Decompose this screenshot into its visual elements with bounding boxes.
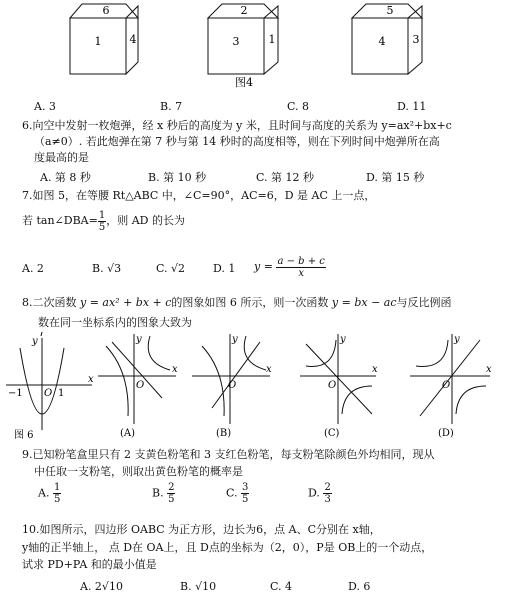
graph-a-x: x [172, 364, 178, 375]
fig6-axis-y: y [32, 336, 38, 347]
q5-option-a[interactable]: A. 3 [34, 100, 56, 113]
graph-c [300, 334, 376, 424]
q6-option-d[interactable]: D. 第 15 秒 [366, 171, 425, 184]
cube-figures [0, 0, 510, 90]
graph-d [410, 334, 490, 424]
q7-expr-fraction [276, 256, 325, 279]
q6-option-a[interactable]: A. 第 8 秒 [40, 171, 91, 184]
q6-line-1: 6.向空中发射一枚炮弹，经 x 秒后的高度为 y 米，且时间与高度的关系为 y=ax²+bx+c [22, 119, 452, 132]
q10-option-b[interactable]: B. √10 [180, 580, 217, 593]
graph-c-label: (C) [324, 428, 340, 439]
graph-d-origin: O [442, 380, 451, 391]
q9-c-den: 5 [242, 494, 249, 505]
q10-option-a[interactable]: A. 2√10 [80, 580, 123, 593]
q7-expr-den: x [298, 267, 304, 279]
q7-option-b[interactable]: B. √3 [92, 262, 122, 275]
cube-2-top: 2 [240, 4, 248, 17]
graph-a-origin: O [136, 380, 145, 391]
q9-option-a-label: A. [38, 486, 50, 500]
q10-line-3: 试求 PD+PA 和的最小值是 [22, 558, 157, 571]
q10-option-c[interactable]: C. 4 [270, 580, 293, 593]
q6-line-2: （a≠0）. 若此炮弹在第 7 秒与第 14 秒时的高度相等，则在下列时间中炮弹所在高 [34, 135, 440, 148]
q8-graph-svg [0, 330, 510, 442]
q7-line-1: 7.如图 5，在等腰 Rt△ABC 中，∠C=90°，AC=6，D 是 AC 上一点， [22, 189, 376, 202]
fig6-parabola-graph [6, 332, 92, 430]
graph-c-x: x [372, 364, 378, 375]
q9-option-b-label: B. [152, 486, 164, 500]
graph-b [192, 334, 270, 424]
q9-c-num: 3 [242, 482, 249, 493]
cube-1-top: 6 [102, 4, 110, 17]
q9-a-num: 1 [53, 482, 61, 493]
q9-option-c[interactable] [226, 482, 249, 505]
graph-b-x: x [266, 364, 272, 375]
fig6-one: 1 [58, 388, 65, 399]
cube-3-side: 3 [412, 33, 420, 46]
graph-a-label: (A) [120, 428, 136, 439]
q8-eq-linear: y = bx − ac [331, 296, 397, 309]
q8-line-2: 数在同一坐标系内的图象大致为 [38, 316, 192, 329]
q8-eq-quadratic: y = ax² + bx + c [80, 296, 172, 309]
q7-option-d[interactable]: D. 1 [213, 262, 236, 275]
q7-frac-num: 1 [98, 209, 106, 221]
graph-d-y: y [454, 334, 460, 345]
q10-line-1: 10.如图所示，四边形 OABC 为正方形，边长为6，点 A、C分别在 x轴， [22, 523, 381, 536]
q7-line-2-pre: 若 tan∠DBA= [22, 214, 98, 227]
q8-graphs [0, 330, 510, 442]
q9-line-2: 中任取一支粉笔，则取出黄色粉笔的概率是 [34, 465, 243, 478]
q7-option-a[interactable]: A. 2 [22, 262, 44, 275]
q9-line-1: 9.已知粉笔盒里只有 2 支黄色粉笔和 3 支红色粉笔，每支粉笔除颜色外均相同，现从 [22, 448, 435, 461]
figure-4 [0, 0, 510, 90]
fig6-caption: 图 6 [14, 430, 34, 441]
graph-b-y: y [232, 334, 238, 345]
q8-line-1-a: 8.二次函数 [22, 296, 77, 309]
q6-line-3: 度最高的是 [34, 151, 89, 164]
q10-line-2: y轴的正半轴上， 点 D在 OA上，且 D点的坐标为（2，0），P是 OB上的一个动点， [22, 541, 433, 554]
q6-option-c[interactable]: C. 第 12 秒 [256, 171, 315, 184]
cube-1-side: 4 [129, 33, 137, 46]
fig6-origin: O [44, 388, 53, 399]
q9-option-a[interactable] [38, 482, 61, 505]
fig6-neg-one: −1 [8, 388, 23, 399]
cube-1-front: 1 [94, 35, 102, 48]
q8-line-1-b: 的图象如图 6 所示，则一次函数 [171, 296, 329, 309]
q7-option-c[interactable]: C. √2 [156, 262, 186, 275]
cube-2-side: 1 [268, 33, 276, 46]
q7-line-2 [22, 209, 185, 233]
q9-b-den: 5 [168, 494, 175, 505]
q9-option-a-frac [53, 482, 61, 505]
q8-line-1 [22, 296, 452, 310]
q9-option-b-frac [167, 482, 175, 505]
q9-option-d-frac [323, 482, 331, 505]
q5-option-c[interactable]: C. 8 [287, 100, 310, 113]
q5-option-d[interactable]: D. 11 [397, 100, 427, 113]
graph-c-y: y [340, 334, 346, 345]
figure-4-caption: 图4 [235, 76, 253, 89]
graph-c-origin: O [328, 380, 337, 391]
graph-d-label: (D) [438, 428, 454, 439]
cube-3-front: 4 [378, 35, 386, 48]
q9-d-num: 2 [324, 482, 331, 493]
graph-d-x: x [486, 364, 492, 375]
graph-b-origin: O [228, 380, 237, 391]
q10-option-d[interactable]: D. 6 [348, 580, 371, 593]
q7-fraction [98, 210, 106, 233]
q7-expression [254, 252, 326, 282]
q9-option-d-label: D. [308, 486, 320, 500]
q7-line-2-post: ，则 AD 的长为 [106, 214, 185, 227]
graph-b-label: (B) [216, 428, 232, 439]
q7-expr-num: a − b + c [277, 255, 325, 267]
q9-option-c-frac [241, 482, 249, 505]
cube-3-top: 5 [386, 4, 394, 17]
q8-line-1-c: 与反比例函 [396, 296, 452, 309]
graph-a-y: y [136, 334, 142, 345]
q9-d-den: 3 [324, 494, 331, 505]
q6-option-b[interactable]: B. 第 10 秒 [148, 171, 207, 184]
q9-a-den: 5 [53, 494, 61, 505]
q9-b-num: 2 [168, 482, 175, 493]
q7-expr-lhs: y = [254, 260, 273, 273]
fig6-axis-x: x [88, 374, 94, 385]
q9-option-b[interactable] [152, 482, 175, 505]
q9-option-c-label: C. [226, 486, 238, 500]
q7-frac-den: 5 [98, 221, 106, 233]
graph-a [98, 334, 176, 424]
q5-option-b[interactable]: B. 7 [160, 100, 183, 113]
q9-option-d[interactable] [308, 482, 332, 505]
cube-2-front: 3 [232, 35, 240, 48]
